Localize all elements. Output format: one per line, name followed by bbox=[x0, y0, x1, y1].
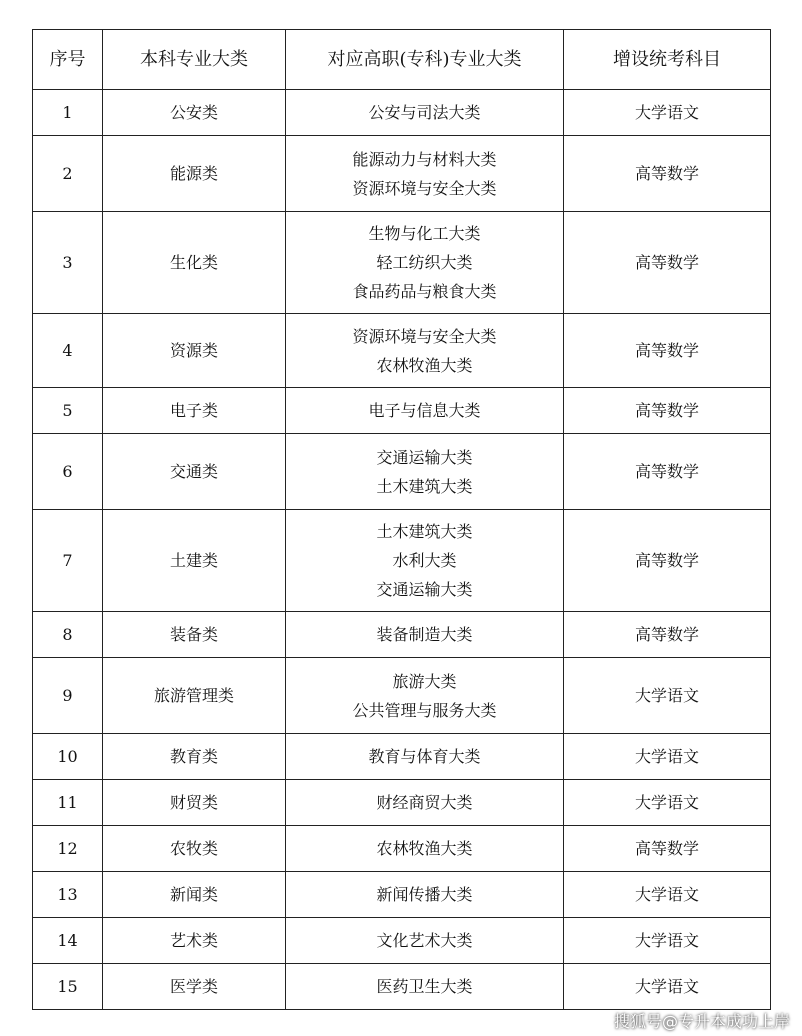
vocational-major-cell bbox=[286, 964, 564, 1010]
serial-number-cell: 2 bbox=[33, 136, 103, 212]
undergraduate-major-cell: 财贸类 bbox=[103, 780, 286, 826]
table-row bbox=[33, 314, 771, 388]
vocational-major-line: 新闻传播大类 bbox=[376, 885, 473, 904]
vocational-major-cell bbox=[286, 872, 564, 918]
undergraduate-major-cell: 土建类 bbox=[103, 510, 286, 612]
undergraduate-major-cell: 新闻类 bbox=[103, 872, 286, 918]
watermark: 搜狐号@专升本成功上岸 bbox=[613, 1012, 790, 1031]
vocational-major-cell bbox=[286, 212, 564, 314]
vocational-major-line: 资源环境与安全大类 bbox=[352, 326, 497, 346]
table-row bbox=[33, 872, 771, 918]
vocational-major-line: 教育与体育大类 bbox=[368, 747, 481, 766]
serial-number-cell: 11 bbox=[33, 780, 103, 826]
vocational-major-line: 交通运输大类 bbox=[376, 580, 473, 599]
exam-subject-cell: 大学语文 bbox=[564, 872, 771, 918]
vocational-major-cell bbox=[286, 136, 564, 212]
exam-subject-cell: 高等数学 bbox=[564, 612, 771, 658]
exam-subject-cell: 大学语文 bbox=[564, 918, 771, 964]
vocational-major-line: 公安与司法大类 bbox=[368, 103, 481, 122]
undergraduate-major-cell: 生化类 bbox=[103, 212, 286, 314]
undergraduate-major-cell: 旅游管理类 bbox=[103, 658, 286, 734]
undergraduate-major-cell: 资源类 bbox=[103, 314, 286, 388]
table-header-row bbox=[33, 30, 771, 90]
vocational-major-line: 旅游大类 bbox=[392, 671, 457, 691]
exam-subject-cell: 高等数学 bbox=[564, 434, 771, 510]
vocational-major-line: 生物与化工大类 bbox=[368, 224, 481, 243]
vocational-major-line: 文化艺术大类 bbox=[376, 931, 473, 950]
vocational-major-cell bbox=[286, 314, 564, 388]
vocational-major-line: 轻工纺织大类 bbox=[376, 253, 473, 272]
serial-number-cell: 12 bbox=[33, 826, 103, 872]
exam-subject-cell: 大学语文 bbox=[564, 658, 771, 734]
table-row bbox=[33, 658, 771, 734]
vocational-major-cell bbox=[286, 918, 564, 964]
vocational-major-cell bbox=[286, 90, 564, 136]
undergraduate-major-cell: 医学类 bbox=[103, 964, 286, 1010]
table-row bbox=[33, 918, 771, 964]
vocational-major-line: 食品药品与粮食大类 bbox=[352, 282, 497, 301]
exam-subject-cell: 高等数学 bbox=[564, 826, 771, 872]
exam-subject-cell: 高等数学 bbox=[564, 510, 771, 612]
serial-number-cell: 1 bbox=[33, 90, 103, 136]
vocational-major-line: 交通运输大类 bbox=[376, 447, 473, 467]
vocational-major-cell bbox=[286, 734, 564, 780]
serial-number-cell: 10 bbox=[33, 734, 103, 780]
exam-subject-cell: 大学语文 bbox=[564, 780, 771, 826]
vocational-major-cell bbox=[286, 388, 564, 434]
header-serial-number: 序号 bbox=[33, 30, 103, 90]
serial-number-cell: 7 bbox=[33, 510, 103, 612]
vocational-major-line: 土木建筑大类 bbox=[376, 522, 473, 541]
vocational-major-cell bbox=[286, 826, 564, 872]
vocational-major-line: 公共管理与服务大类 bbox=[352, 700, 497, 720]
header-added-exam-subject: 增设统考科目 bbox=[564, 30, 771, 90]
vocational-major-cell bbox=[286, 780, 564, 826]
table-row bbox=[33, 964, 771, 1010]
exam-subject-cell: 高等数学 bbox=[564, 388, 771, 434]
serial-number-cell: 14 bbox=[33, 918, 103, 964]
undergraduate-major-cell: 交通类 bbox=[103, 434, 286, 510]
exam-subject-cell: 高等数学 bbox=[564, 136, 771, 212]
undergraduate-major-cell: 艺术类 bbox=[103, 918, 286, 964]
vocational-major-line: 土木建筑大类 bbox=[376, 476, 473, 496]
header-undergraduate-major-category: 本科专业大类 bbox=[103, 30, 286, 90]
undergraduate-major-cell: 装备类 bbox=[103, 612, 286, 658]
header-vocational-major-category: 对应高职(专科)专业大类 bbox=[286, 30, 564, 90]
undergraduate-major-cell: 电子类 bbox=[103, 388, 286, 434]
undergraduate-major-cell: 公安类 bbox=[103, 90, 286, 136]
table-row bbox=[33, 434, 771, 510]
serial-number-cell: 6 bbox=[33, 434, 103, 510]
serial-number-cell: 5 bbox=[33, 388, 103, 434]
serial-number-cell: 4 bbox=[33, 314, 103, 388]
table-row bbox=[33, 780, 771, 826]
serial-number-cell: 3 bbox=[33, 212, 103, 314]
undergraduate-major-cell: 农牧类 bbox=[103, 826, 286, 872]
vocational-major-line: 资源环境与安全大类 bbox=[352, 178, 497, 198]
vocational-major-line: 农林牧渔大类 bbox=[376, 839, 473, 858]
table-row bbox=[33, 510, 771, 612]
exam-subject-cell: 大学语文 bbox=[564, 964, 771, 1010]
exam-subject-cell: 大学语文 bbox=[564, 734, 771, 780]
vocational-major-line: 农林牧渔大类 bbox=[376, 355, 473, 375]
table-row bbox=[33, 136, 771, 212]
serial-number-cell: 8 bbox=[33, 612, 103, 658]
vocational-major-cell bbox=[286, 434, 564, 510]
vocational-major-line: 能源动力与材料大类 bbox=[352, 149, 497, 169]
serial-number-cell: 15 bbox=[33, 964, 103, 1010]
table-row bbox=[33, 826, 771, 872]
exam-subject-cell: 大学语文 bbox=[564, 90, 771, 136]
exam-subject-cell: 高等数学 bbox=[564, 212, 771, 314]
table-row bbox=[33, 90, 771, 136]
vocational-major-cell bbox=[286, 612, 564, 658]
vocational-major-line: 装备制造大类 bbox=[376, 625, 473, 644]
undergraduate-major-cell: 教育类 bbox=[103, 734, 286, 780]
table-row bbox=[33, 612, 771, 658]
vocational-major-line: 医药卫生大类 bbox=[376, 977, 473, 996]
vocational-major-line: 水利大类 bbox=[392, 551, 457, 570]
vocational-major-cell bbox=[286, 658, 564, 734]
vocational-major-line: 电子与信息大类 bbox=[368, 401, 481, 420]
undergraduate-major-cell: 能源类 bbox=[103, 136, 286, 212]
serial-number-cell: 9 bbox=[33, 658, 103, 734]
major-exam-table bbox=[32, 29, 771, 1010]
vocational-major-line: 财经商贸大类 bbox=[376, 793, 473, 812]
serial-number-cell: 13 bbox=[33, 872, 103, 918]
table-row bbox=[33, 212, 771, 314]
vocational-major-cell bbox=[286, 510, 564, 612]
table-row bbox=[33, 734, 771, 780]
exam-subject-cell: 高等数学 bbox=[564, 314, 771, 388]
table-row bbox=[33, 388, 771, 434]
